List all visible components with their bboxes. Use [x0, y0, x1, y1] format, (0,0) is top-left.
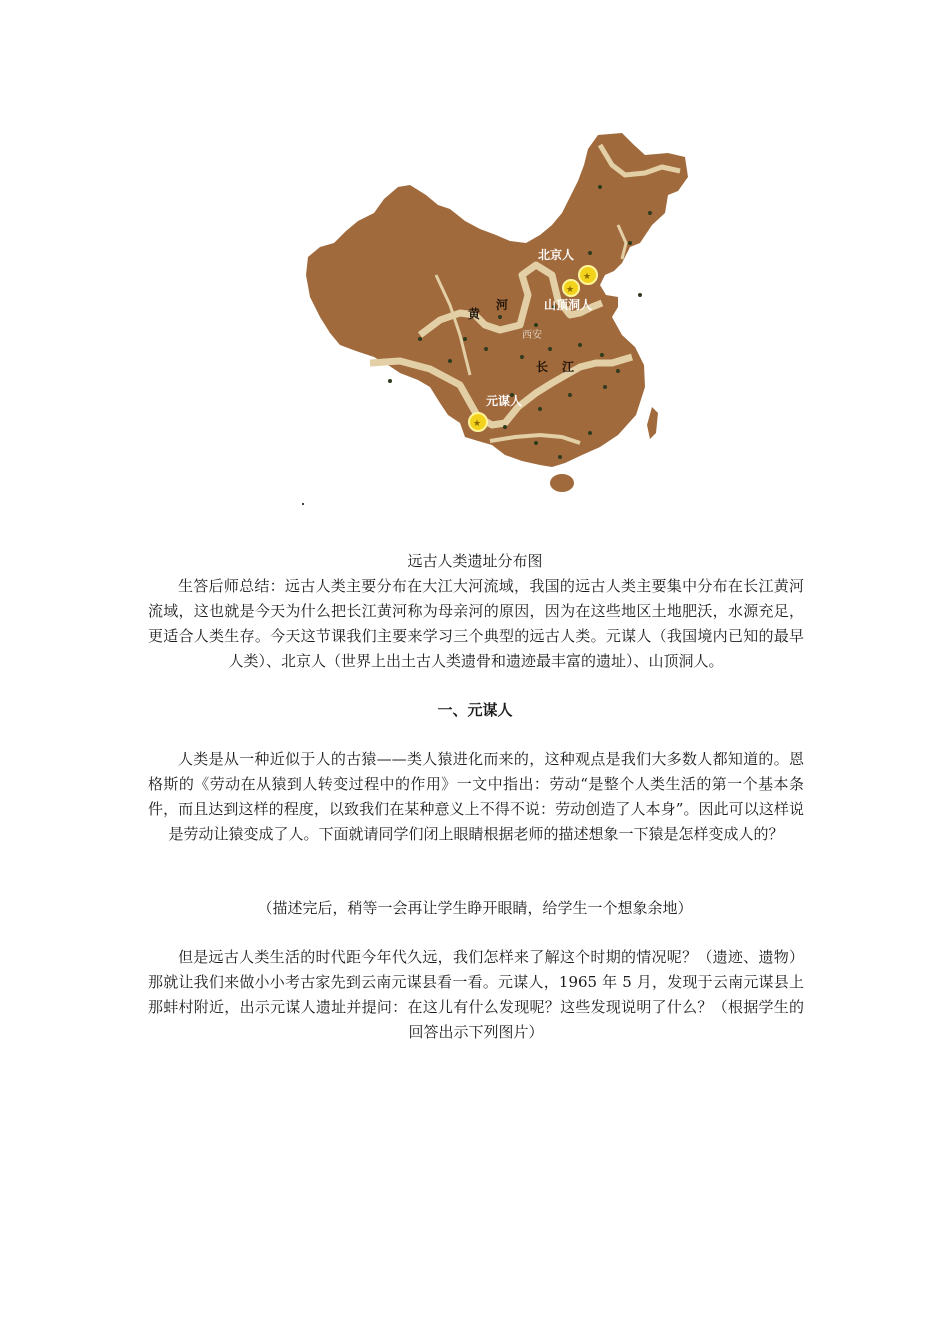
- summary-section: [148, 574, 804, 674]
- summary-paragraph: 生答后师总结：远古人类主要分布在大江大河流域，我国的远古人类主要集中分布在长江黄河流域，这也就是今天为什么把长江黄河称为母亲河的原因，因为在这些地区土地肥沃，水源充足，更适合人类生存。今天这节课我们主要来学习三个典型的远古人类。元谋人（我国境内已知的最早人类）、北京人（世界上出土古人类遗骨和遗迹最丰富的遗址）、山顶洞人。: [148, 577, 804, 670]
- map-label-xian: 西安: [522, 330, 542, 341]
- site-label-shandingdong: 山顶洞人: [544, 298, 593, 312]
- evolution-paragraph: 人类是从一种近似于人的古猿——类人猿进化而来的，这种观点是我们大多数人都知道的。恩格斯的《劳动在从猿到人转变过程中的作用》一文中指出：劳动“是整个人类生活的第一个基本条件，而且达到这样的程度，以致我们在某种意义上不得不说：劳动创造了人本身”。因此可以这样说是劳动让猿变成了人。下面就请同学们闭上眼睛根据老师的描述想象一下猿是怎样变成人的？: [148, 750, 804, 843]
- taiwan-island: [647, 407, 658, 439]
- star-icon: ★: [583, 272, 592, 282]
- map-label-huang: 黄: [468, 307, 481, 321]
- hainan-island: [550, 474, 574, 492]
- section-heading: 一、元谋人: [437, 701, 513, 719]
- map-label-he: 河: [496, 298, 509, 312]
- map-label-chang: 长: [536, 360, 549, 374]
- site-label-yuanmou: 元谋人: [486, 394, 523, 408]
- star-icon: ★: [566, 285, 575, 295]
- yuanmou-paragraph: 但是远古人类生活的时代距今年代久远，我们怎样来了解这个时期的情况呢？（遗迹、遗物）那就让我们来做小小考古家先到云南元谋县看一看。元谋人，1965 年 5 月，发现于云南元谋县上那蚌村附近，出示元谋人遗址并提问：在这儿有什么发现呢？这些发现说明了什么？（根据学生的回答出示下列图片）: [148, 948, 804, 1041]
- stray-dot: [302, 503, 304, 505]
- teaching-note: （描述完后，稍等一会再让学生睁开眼睛，给学生一个想象余地）: [257, 899, 693, 917]
- site-label-beijing: 北京人: [538, 248, 575, 262]
- map-label-jiang: 江: [562, 360, 575, 374]
- figure-caption: 远古人类遗址分布图: [407, 552, 543, 570]
- evolution-section: [148, 747, 804, 847]
- china-map-figure: [300, 125, 690, 520]
- china-map: [300, 125, 690, 520]
- star-icon: ★: [473, 419, 482, 429]
- yuanmou-section: [148, 945, 804, 1045]
